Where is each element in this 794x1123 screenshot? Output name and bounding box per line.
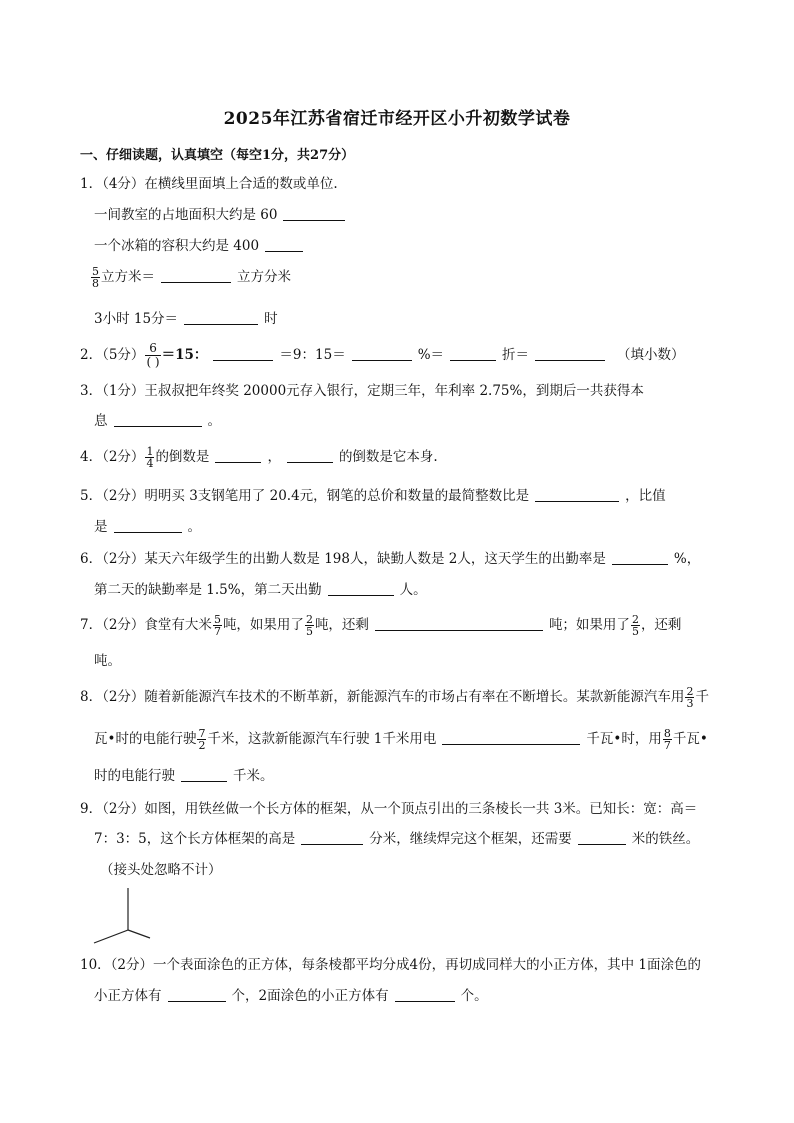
q4-sep: ， [267,449,281,465]
q5-end: 。 [187,519,201,535]
fraction: $\frac{5}{7}$ [213,613,221,638]
q8-l2a: 瓦•时的电能行驶 [94,731,197,747]
q10-line1: 10．（2分）一个表面涂色的正方体，每条棱都平均分成4份，再切成同样大的小正方体，其中 1面涂色的 [80,957,701,973]
answer-blank[interactable] [328,581,394,596]
edge-vertex-figure [90,886,160,948]
q6-l1-text: 6．（2分）某天六年级学生的出勤人数是 198人，缺勤人数是 2人，这天学生的出勤率是 [80,551,606,567]
answer-blank[interactable] [181,767,227,782]
answer-blank[interactable] [114,518,182,533]
q1-d-unit: 时 [264,311,278,327]
fraction: $\frac{8}{7}$ [663,727,671,752]
q1-b [94,236,309,256]
fraction: $\frac{2}{5}$ [305,613,313,638]
q3-line2 [94,411,221,431]
q7-line1 [80,614,681,637]
q4 [80,446,438,469]
q4-prefix: 4．（2分） [80,449,145,465]
q1-b-text: 一个冰箱的容积大约是 400 [94,238,260,254]
q8-l1-text: 8．（2分）随着新能源汽车技术的不断革新，新能源汽车的市场占有率在不断增长。某款新能源汽车用 [80,689,685,705]
q10-line2 [94,986,488,1006]
q7-t2: 吨，还剩 [314,617,369,633]
answer-blank[interactable] [215,448,261,463]
q3-l2-text: 息 [94,413,108,429]
q1-c-unit: 立方分米 [237,269,291,285]
q10-l2a: 小正方体有 [94,988,162,1004]
q10-l2b: 个，2面涂色的小正方体有 [231,988,389,1004]
q2-p3: %＝ [417,347,445,363]
q5-l1-text: 5．（2分）明明买 3支钢笔用了 20.4元，钢笔的总价和数量的最简整数比是 [80,488,530,504]
exam-title: 2025年江苏省宿迁市经开区小升初数学试卷 [223,109,571,129]
q6-l2-end: 人。 [399,582,427,598]
q8-l1-end: 千 [695,689,709,705]
answer-blank[interactable] [265,237,303,252]
answer-blank[interactable] [184,310,258,325]
answer-blank[interactable] [301,830,363,845]
fraction: $\frac{2}{5}$ [631,613,639,638]
q8-l2c: 千瓦•时，用 [586,731,662,747]
q6-l1-end: %， [673,551,701,567]
fraction: $\frac{2}{3}$ [686,685,694,710]
q1-d-text: 3小时 15分＝ [94,311,179,327]
answer-blank[interactable] [442,730,580,745]
q6-line2 [94,580,427,600]
q8-line1 [80,686,709,709]
q6-line1 [80,549,700,569]
answer-blank[interactable] [375,616,543,631]
q9-line3: （接头处忽略不计） [100,862,222,878]
q8-l2b: 千米，这款新能源汽车行驶 1千米用电 [207,731,437,747]
q9-l2c: 米的铁丝。 [631,831,700,847]
q10-l2c: 个。 [460,988,488,1004]
q2-prefix: 2．（5分） [80,347,145,363]
answer-blank[interactable] [352,346,412,361]
width-edge [128,930,150,938]
q9-line1: 9．（2分）如图，用铁丝做一个长方体的框架，从一个顶点引出的三条棱长一共 3米。已知长：宽：高＝ [80,801,698,817]
q1-a-text: 一间教室的占地面积大约是 60 [94,207,278,223]
q7-t4: ，还剩 [640,617,682,633]
answer-blank[interactable] [168,987,226,1002]
fraction: $\frac{6}{( )}$ [146,341,160,369]
q1-c [90,266,291,289]
q7-prefix: 7．（2分）食堂有大米 [80,617,212,633]
q9-line2 [94,829,699,849]
q5-l1-end: ，比值 [625,488,666,504]
answer-blank[interactable] [535,487,619,502]
q2-p4: 折＝ [502,347,530,363]
q8-line2 [94,728,708,751]
q3-end: 。 [207,413,221,429]
length-edge [94,930,128,943]
q1-stem: 1．（4分）在横线里面填上合适的数或单位. [80,176,338,192]
q5-line1 [80,486,666,506]
q5-line2 [94,517,201,537]
q5-l2-text: 是 [94,519,108,535]
q8-l3a: 时的电能行驶 [94,768,175,784]
answer-blank[interactable] [578,830,626,845]
q9-l2a: 7：3：5，这个长方体框架的高是 [94,831,296,847]
q4-t2: 的倒数是它本身. [338,449,438,465]
fraction: $\frac{7}{2}$ [198,727,206,752]
answer-blank[interactable] [287,448,333,463]
q8-l2d: 千瓦• [672,731,708,747]
answer-blank[interactable] [612,550,668,565]
q8-l3b: 千米。 [233,768,274,784]
fraction: $\frac{1}{4}$ [146,445,154,470]
answer-blank[interactable] [161,268,231,283]
answer-blank[interactable] [283,206,345,221]
answer-blank[interactable] [114,412,202,427]
answer-blank[interactable] [450,346,496,361]
answer-blank[interactable] [395,987,455,1002]
q2-p2: ＝9：15＝ [279,347,346,363]
q3-line1: 3．（1分）王叔叔把年终奖 20000元存入银行，定期三年，年利率 2.75%，到期后一共获得本 [80,383,644,399]
q7-line2: 吨。 [94,653,121,669]
q9-l2b: 分米，继续焊完这个框架，还需要 [369,831,572,847]
answer-blank[interactable] [535,346,605,361]
fraction: $\frac{5}{8}$ [92,265,99,290]
q4-t1: 的倒数是 [155,449,210,465]
section-heading: 一、仔细读题，认真填空（每空1分，共27分） [80,148,355,163]
q1-a [94,205,351,225]
q2-note: （填小数） [617,347,685,363]
q6-l2-text: 第二天的缺勤率是 1.5%，第二天出勤 [94,582,322,598]
q2 [80,342,685,369]
q8-line3 [94,766,274,786]
q7-t1: 吨，如果用了 [222,617,304,633]
answer-blank[interactable] [213,346,273,361]
q1-d [94,309,278,329]
q1-c-text: 立方米＝ [101,269,155,285]
q2-eq: ＝15： [161,347,208,363]
q7-t3: 吨；如果用了 [548,617,630,633]
